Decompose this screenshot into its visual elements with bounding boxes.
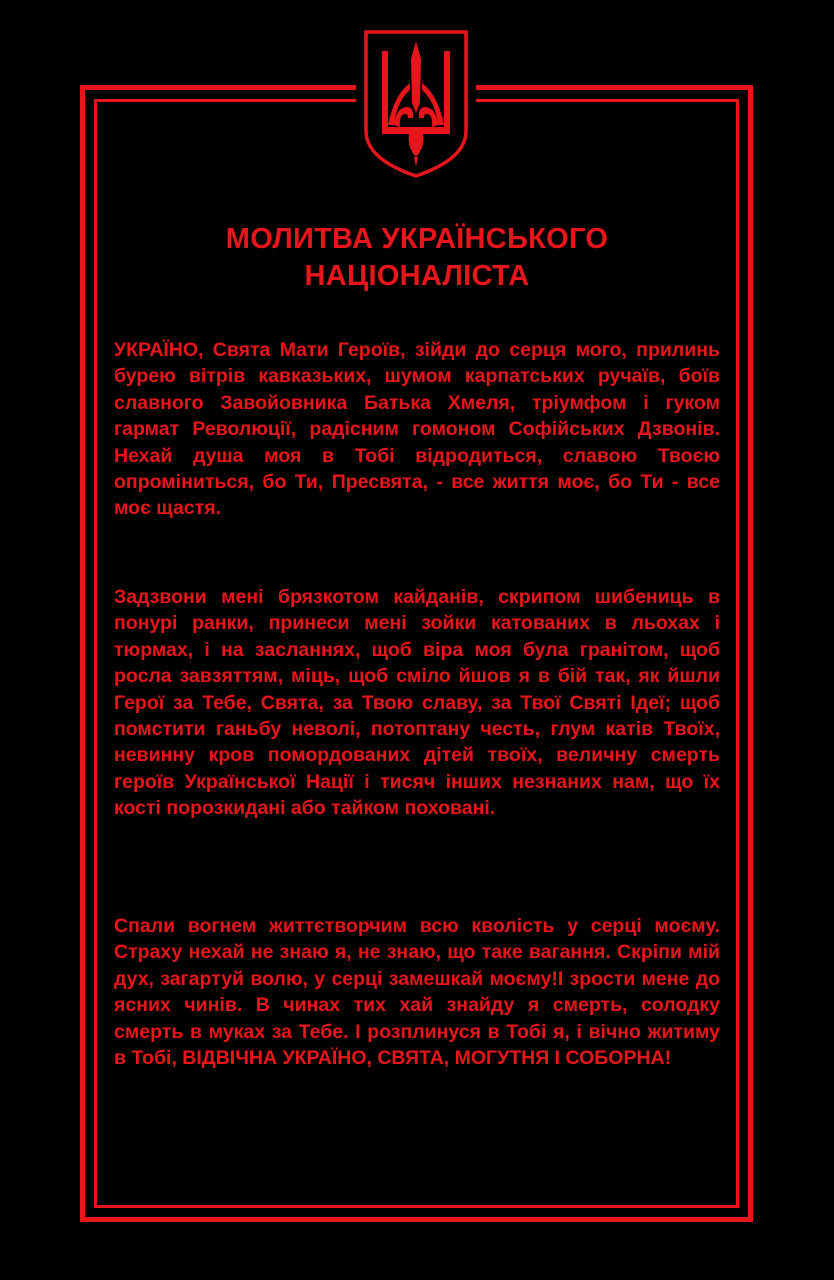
prayer-title: [110, 221, 724, 295]
prayer-paragraph-2: Задзвони мені брязкотом кайданів, скрипом шибениць в понурі ранки, принеси мені зойки катованих в льохах і тюрмах, і на засланнях, щоб віра моя була гранітом, щоб росла завзяттям, міць, щоб сміло йшов я в бій так, як йшли Герої за Тебе, Свята, за Твою славу, за Твої Святі Ідеї; щоб помстити ганьбу неволі, потоптану честь, глум катів Твоїх, невинну кров помордованих дітей твоїх, величну смерть героїв Української Нації і тисяч інших незнаних нам, що їх кості порозкидані або тайком поховані.: [114, 586, 720, 820]
ukrainian-trident-coat-of-arms-icon: [363, 29, 469, 179]
prayer-paragraph-1: УКРАЇНО, Свята Мати Героїв, зійди до серця мого, прилинь бурею вітрів кавказьких, шумом карпатських ручаїв, боїв славного Завойовника Батька Хмеля, тріумфом і гуком гармат Революції, радісним гомоном Софійських Дзвонів. Нехай душа моя в Тобі відродиться, славою Твоєю опроміниться, бо Ти, Пресвята, - все життя моє, бо Ти - все моє щастя.: [114, 339, 720, 520]
coat-of-arms-emblem: [356, 25, 476, 185]
title-line-1: МОЛИТВА УКРАЇНСЬКОГО: [225, 223, 609, 255]
prayer-paragraph-3: Спали вогнем життєтворчим всю кволість у серці моєму. Страху нехай не знаю я, не знаю, що таке вагання. Скріпи мій дух, загартуй волю, у серці замешкай моєму!І зрости мене до ясних чинів. В чинах тих хай знайду я смерть, солодку смерть в муках за Тебе. І розплинуся в Тобі я, і вічно житиму в Тобі, ВІДВІЧНА УКРАЇНО, СВЯТА, МОГУТНЯ І СОБОРНА!: [114, 915, 720, 1070]
title-line-2: НАЦІОНАЛІСТА: [304, 260, 530, 292]
